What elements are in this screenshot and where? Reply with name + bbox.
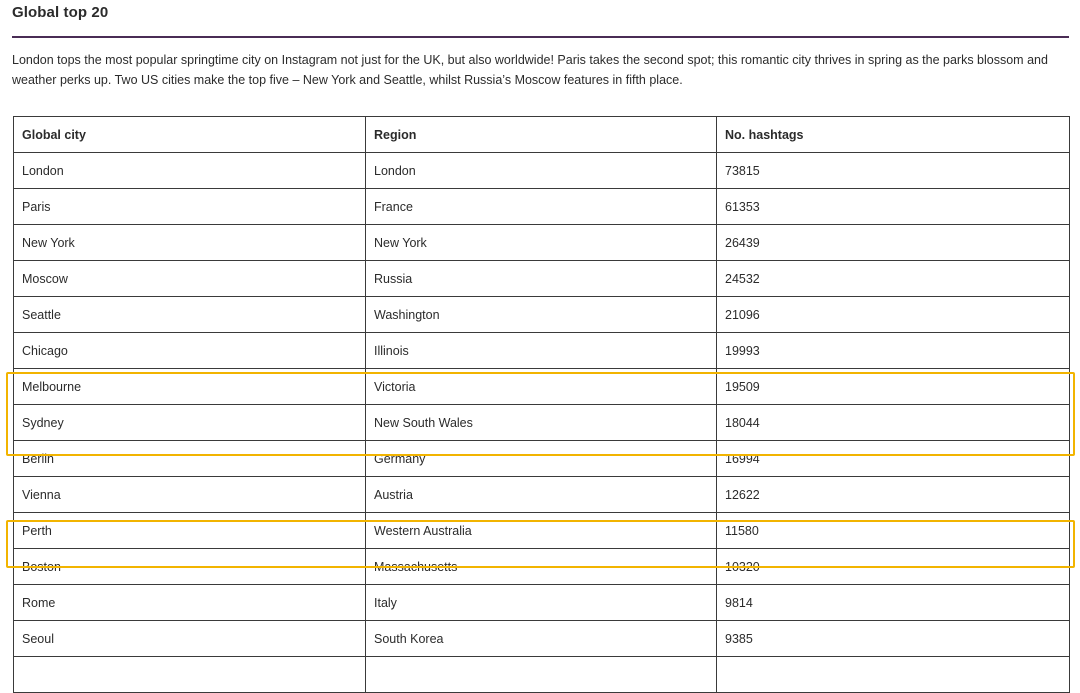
city-cell: Paris xyxy=(14,189,366,225)
region-cell: Austria xyxy=(366,477,717,513)
city-cell: Seoul xyxy=(14,621,366,657)
section-title: Global top 20 xyxy=(12,4,109,21)
hashtags-cell: 21096 xyxy=(717,297,1070,333)
hashtags-cell: 16994 xyxy=(717,441,1070,477)
table-row xyxy=(14,477,1070,513)
table-row xyxy=(14,585,1070,621)
hashtags-cell: 18044 xyxy=(717,405,1070,441)
city-cell: Berlin xyxy=(14,441,366,477)
region-cell: Italy xyxy=(366,585,717,621)
city-cell: Chicago xyxy=(14,333,366,369)
table-row xyxy=(14,225,1070,261)
hashtags-cell xyxy=(717,657,1070,693)
hashtags-cell: 24532 xyxy=(717,261,1070,297)
table-row xyxy=(14,189,1070,225)
region-cell: London xyxy=(366,153,717,189)
header-global-city: Global city xyxy=(14,117,366,153)
city-cell xyxy=(14,657,366,693)
hashtags-cell: 61353 xyxy=(717,189,1070,225)
hashtags-cell: 9385 xyxy=(717,621,1070,657)
region-cell: New York xyxy=(366,225,717,261)
table-row xyxy=(14,549,1070,585)
table-row xyxy=(14,405,1070,441)
hashtags-cell: 11580 xyxy=(717,513,1070,549)
table-row xyxy=(14,441,1070,477)
table-row xyxy=(14,153,1070,189)
city-cell: Perth xyxy=(14,513,366,549)
region-cell xyxy=(366,657,717,693)
region-cell: Illinois xyxy=(366,333,717,369)
region-cell: Western Australia xyxy=(366,513,717,549)
region-cell: New South Wales xyxy=(366,405,717,441)
hashtags-cell: 19993 xyxy=(717,333,1070,369)
title-divider xyxy=(12,36,1069,38)
city-cell: London xyxy=(14,153,366,189)
global-top-20-table xyxy=(13,116,1070,693)
intro-paragraph: London tops the most popular springtime city on Instagram not just for the UK, but also worldwide! Paris takes the second spot; this romantic city thrives in spring as the parks blossom and weather perks up. Two US cities make the top five – New York and Seattle, whilst Russia’s Moscow features in fifth place. xyxy=(12,53,1048,87)
header-no-hashtags: No. hashtags xyxy=(717,117,1070,153)
city-cell: Moscow xyxy=(14,261,366,297)
table-row xyxy=(14,333,1070,369)
table-row xyxy=(14,261,1070,297)
region-cell: Washington xyxy=(366,297,717,333)
region-cell: Victoria xyxy=(366,369,717,405)
hashtags-cell: 9814 xyxy=(717,585,1070,621)
table-row xyxy=(14,657,1070,693)
table-row xyxy=(14,297,1070,333)
hashtags-cell: 26439 xyxy=(717,225,1070,261)
hashtags-cell: 19509 xyxy=(717,369,1070,405)
city-cell: New York xyxy=(14,225,366,261)
region-cell: Massachusetts xyxy=(366,549,717,585)
region-cell: South Korea xyxy=(366,621,717,657)
table-header-row xyxy=(14,117,1070,153)
region-cell: France xyxy=(366,189,717,225)
city-cell: Seattle xyxy=(14,297,366,333)
region-cell: Russia xyxy=(366,261,717,297)
hashtags-cell: 12622 xyxy=(717,477,1070,513)
table-row xyxy=(14,621,1070,657)
header-region: Region xyxy=(366,117,717,153)
city-cell: Vienna xyxy=(14,477,366,513)
hashtags-cell: 10320 xyxy=(717,549,1070,585)
table-row xyxy=(14,369,1070,405)
table-row xyxy=(14,513,1070,549)
hashtags-cell: 73815 xyxy=(717,153,1070,189)
city-cell: Boston xyxy=(14,549,366,585)
city-cell: Sydney xyxy=(14,405,366,441)
city-cell: Rome xyxy=(14,585,366,621)
region-cell: Germany xyxy=(366,441,717,477)
city-cell: Melbourne xyxy=(14,369,366,405)
